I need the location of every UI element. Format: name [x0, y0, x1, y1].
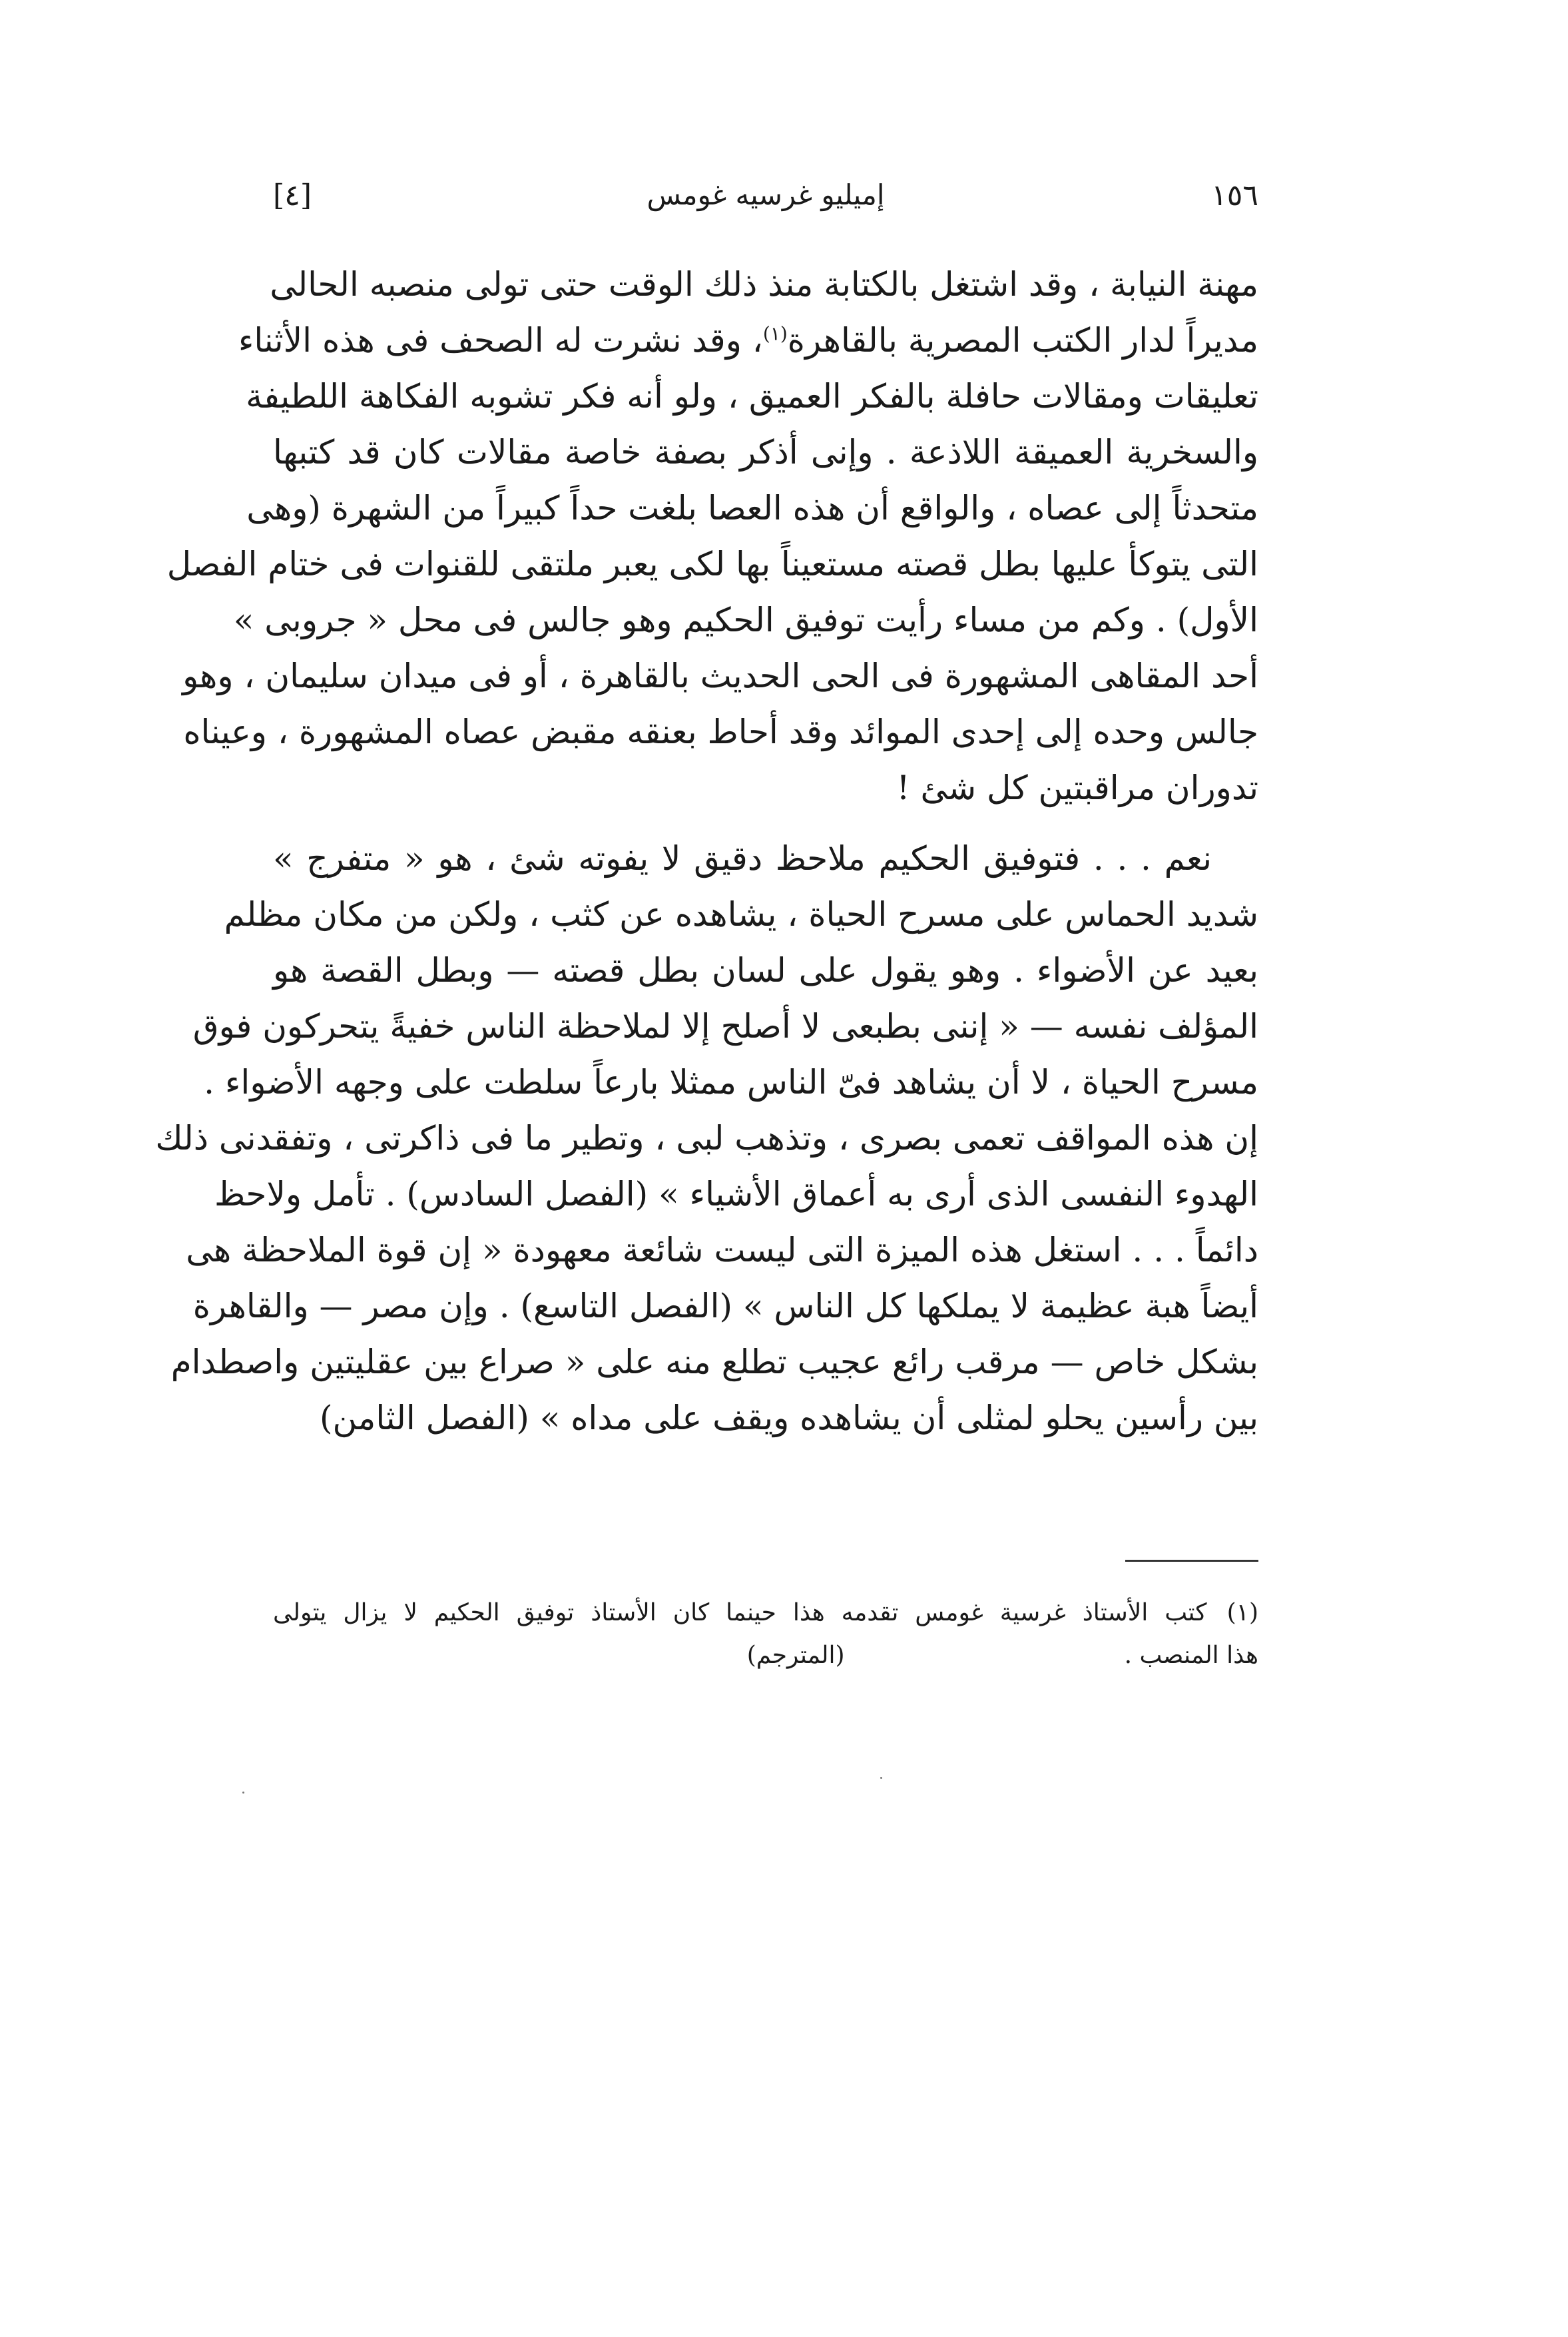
footnote-reference: (١) — [762, 322, 788, 345]
text-line: مهنة النيابة ، وقد اشتغل بالكتابة منذ ذلك الوقت حتى تولى منصبه الحالى — [270, 265, 1258, 304]
text-line: جالس وحده إلى إحدى الموائد وقد أحاط بعنقه مقبض عصاه المشهورة ، وعيناه — [183, 713, 1258, 751]
text-line: أيضاً هبة عظيمة لا يملكها كل الناس » (الفصل التاسع) . وإن مصر — والقاهرة — [192, 1287, 1258, 1325]
footnote-line — [273, 1592, 1258, 1634]
text-span: ، وقد نشرت له الصحف فى هذه الأثناء — [238, 321, 763, 360]
text-line: الأول) . وكم من مساء رأيت توفيق الحكيم وهو جالس فى محل « جروبى » — [233, 601, 1258, 639]
footnote-number: (١) — [1226, 1599, 1258, 1626]
footnote-rule — [1125, 1560, 1258, 1562]
footnote-attribution: (المترجم) — [746, 1642, 845, 1669]
footnote-text: هذا المنصب . — [1124, 1642, 1258, 1669]
text-line: المؤلف نفسه — « إننى بطبعى لا أصلح إلا لملاحظة الناس خفيةً يتحركون فوق — [192, 1007, 1258, 1046]
text-line: مسرح الحياة ، لا أن يشاهد فىّ الناس ممثلا بارعاً سلطت على وجهه الأضواء . — [204, 1063, 1258, 1102]
text-line: إن هذه المواقف تعمى بصرى ، وتذهب لبى ، وتطير ما فى ذاكرتى ، وتفقدنى ذلك — [155, 1119, 1258, 1158]
text-line: متحدثاً إلى عصاه ، والواقع أن هذه العصا بلغت حداً كبيراً من الشهرة (وهى — [246, 489, 1258, 527]
text-line: دائماً . . . استغل هذه الميزة التى ليست شائعة معهودة « إن قوة الملاحظة هى — [186, 1231, 1258, 1269]
text-line: شديد الحماس على مسرح الحياة ، يشاهده عن كثب ، ولكن من مكان مظلم — [224, 895, 1258, 934]
text-line: أحد المقاهى المشهورة فى الحى الحديث بالقاهرة ، أو فى ميدان سليمان ، وهو — [182, 657, 1258, 695]
text-line: تدوران مراقبتين كل شئ ! — [896, 769, 1258, 807]
text-line: تعليقات ومقالات حافلة بالفكر العميق ، ولو أنه فكر تشوبه الفكاهة اللطيفة — [246, 377, 1258, 416]
text-line: الهدوء النفسى الذى أرى به أعماق الأشياء » (الفصل السادس) . تأمل ولاحظ — [214, 1175, 1258, 1213]
section-mark: [٤] — [273, 178, 312, 212]
running-title: إميليو غرسيه غومس — [647, 178, 885, 211]
text-line: والسخرية العميقة اللاذعة . وإنى أذكر بصفة خاصة مقالات كان قد كتبها — [273, 433, 1258, 472]
footnote-text: كتب الأستاذ غرسية غومس تقدمه هذا حينما كان الأستاذ توفيق الحكيم لا يزال يتولى — [273, 1599, 1207, 1626]
body-text — [155, 256, 1258, 1446]
page-header — [273, 178, 1258, 232]
page-number: ١٥٦ — [1211, 178, 1258, 212]
paragraph-2 — [155, 831, 1258, 1446]
text-span: مديراً لدار الكتب المصرية بالقاهرة — [787, 321, 1258, 360]
footnote-line — [273, 1634, 1258, 1677]
text-line: نعم . . . فتوفيق الحكيم ملاحظ دقيق لا يفوته شئ ، هو « متفرج » — [273, 839, 1212, 878]
paragraph-1 — [166, 256, 1258, 816]
text-line: بين رأسين يحلو لمثلى أن يشاهده ويقف على مداه » (الفصل الثامن) — [319, 1399, 1258, 1437]
text-line: بشكل خاص — مرقب رائع عجيب تطلع منه على « صراع بين عقليتين واصطدام — [170, 1343, 1258, 1381]
text-line: التى يتوكأ عليها بطل قصته مستعيناً بها لكى يعبر ملتقى للقنوات فى ختام الفصل — [166, 545, 1258, 583]
text-line: بعيد عن الأضواء . وهو يقول على لسان بطل قصته — وبطل القصة هو — [273, 951, 1258, 990]
footnote — [273, 1592, 1258, 1677]
text-line — [238, 312, 1258, 368]
